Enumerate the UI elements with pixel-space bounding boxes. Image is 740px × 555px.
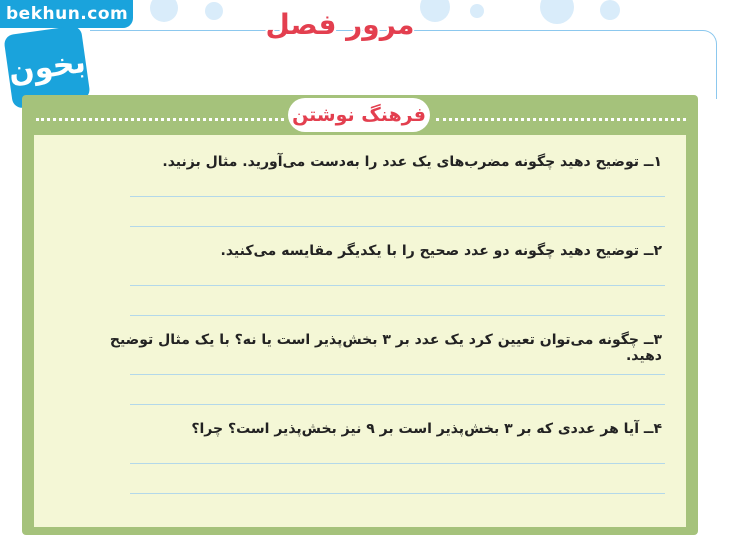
question-text: چگونه می‌توان تعیین کرد یک عدد بر ۳ بخش‌پذیر است یا نه؟ با یک مثال توضیح دهید. <box>109 332 662 364</box>
chapter-title: مرور فصل <box>265 8 415 41</box>
answer-line[interactable] <box>130 226 665 227</box>
answer-line[interactable] <box>130 463 665 464</box>
answer-line[interactable] <box>130 285 665 286</box>
question-number: ۳ــ <box>643 332 662 348</box>
question-text: توضیح دهید چگونه دو عدد صحیح را با یکدیگر مقایسه می‌کنید. <box>220 243 639 259</box>
section-title: فرهنگ نوشتن <box>288 98 430 132</box>
decor-bubble <box>420 0 450 22</box>
question-number: ۱ــ <box>643 154 662 170</box>
site-watermark[interactable]: bekhun.com <box>0 0 133 28</box>
dotted-divider-right <box>436 118 686 121</box>
decor-bubble <box>205 2 223 20</box>
answer-line[interactable] <box>130 315 665 316</box>
question-text: آیا هر عددی که بر ۳ بخش‌پذیر است بر ۹ نیز بخش‌پذیر است؟ چرا؟ <box>191 421 639 437</box>
question-number: ۴ــ <box>643 421 662 437</box>
question-number: ۲ــ <box>643 243 662 259</box>
question-text: توضیح دهید چگونه مضرب‌های یک عدد را به‌دست می‌آورید. مثال بزنید. <box>162 154 639 170</box>
answer-line[interactable] <box>130 374 665 375</box>
question-4 <box>102 421 662 437</box>
answer-line[interactable] <box>130 196 665 197</box>
decor-bubble <box>470 4 484 18</box>
answer-line[interactable] <box>130 493 665 494</box>
decor-bubble <box>540 0 574 24</box>
decor-bubble <box>150 0 178 22</box>
answer-line[interactable] <box>130 404 665 405</box>
decor-bubble <box>600 0 620 20</box>
dotted-divider-left <box>36 118 284 121</box>
question-1 <box>102 154 662 170</box>
worksheet-panel <box>34 135 686 527</box>
question-2 <box>102 243 662 259</box>
question-3 <box>102 332 662 364</box>
brand-logo: بخون <box>3 25 91 109</box>
